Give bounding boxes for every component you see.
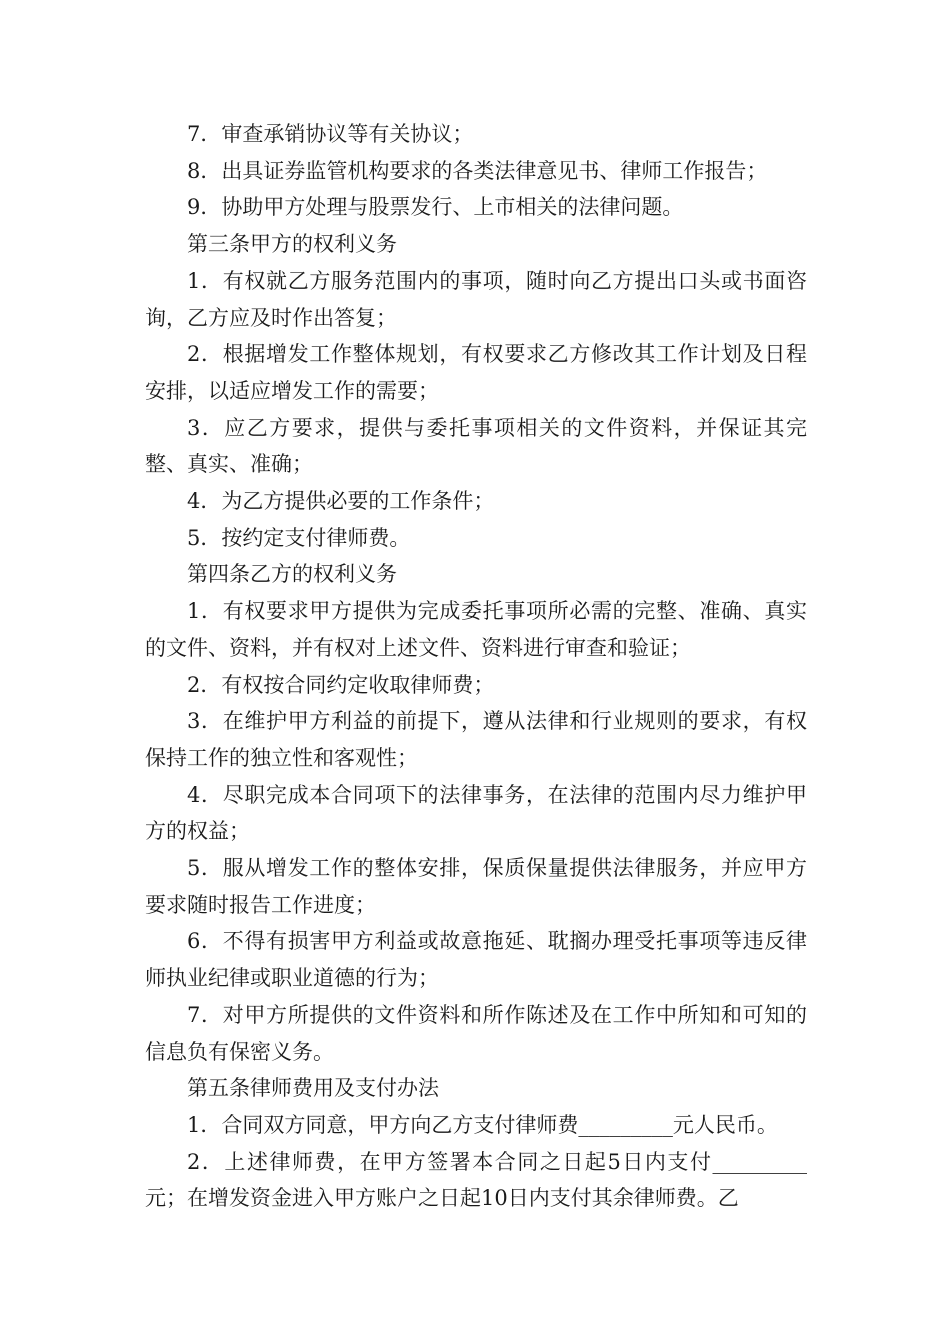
clause-item: 1．有权要求甲方提供为完成委托事项所必需的完整、准确、真实的文件、资料，并有权对上述文件、资料进行审查和验证；	[145, 599, 807, 660]
clause-item: 2．有权按合同约定收取律师费；	[187, 672, 495, 697]
clause-item: 8．出具证券监管机构要求的各类法律意见书、律师工作报告；	[187, 158, 768, 183]
clause-item: 3．应乙方要求，提供与委托事项相关的文件资料，并保证其完整、真实、准确；	[145, 415, 807, 477]
clause-item: 4．为乙方提供必要的工作条件；	[187, 489, 495, 514]
clause-item: 2．上述律师费，在甲方签署本合同之日起5日内支付_________元；在增发资金进入甲方账户之日起10日内支付其余律师费。乙	[145, 1149, 807, 1211]
clause-item: 5．服从增发工作的整体安排，保质保量提供法律服务，并应甲方要求随时报告工作进度；	[145, 856, 807, 917]
clause-item: 4．尽职完成本合同项下的法律事务，在法律的范围内尽力维护甲方的权益；	[145, 782, 807, 844]
clause-item: 3．在维护甲方利益的前提下，遵从法律和行业规则的要求，有权保持工作的独立性和客观性；	[145, 709, 807, 770]
document-body	[145, 116, 807, 1217]
clause-item: 1．有权就乙方服务范围内的事项，随时向乙方提出口头或书面咨询，乙方应及时作出答复；	[145, 268, 807, 330]
section-heading: 第五条律师费用及支付办法	[187, 1076, 439, 1101]
clause-item: 7．审查承销协议等有关协议；	[187, 122, 474, 146]
clause-item: 6．不得有损害甲方利益或故意拖延、耽搁办理受托事项等违反律师执业纪律或职业道德的行为；	[145, 929, 807, 991]
section-heading: 第三条甲方的权利义务	[187, 232, 397, 257]
section-heading: 第四条乙方的权利义务	[187, 562, 397, 587]
clause-item: 5．按约定支付律师费。	[187, 525, 411, 550]
clause-item: 2．根据增发工作整体规划，有权要求乙方修改其工作计划及日程安排，以适应增发工作的需要；	[145, 342, 807, 403]
clause-item: 7．对甲方所提供的文件资料和所作陈述及在工作中所知和可知的信息负有保密义务。	[145, 1002, 807, 1064]
clause-item: 9．协助甲方处理与股票发行、上市相关的法律问题。	[187, 195, 684, 220]
clause-item: 1．合同双方同意，甲方向乙方支付律师费_________元人民币。	[187, 1112, 778, 1137]
